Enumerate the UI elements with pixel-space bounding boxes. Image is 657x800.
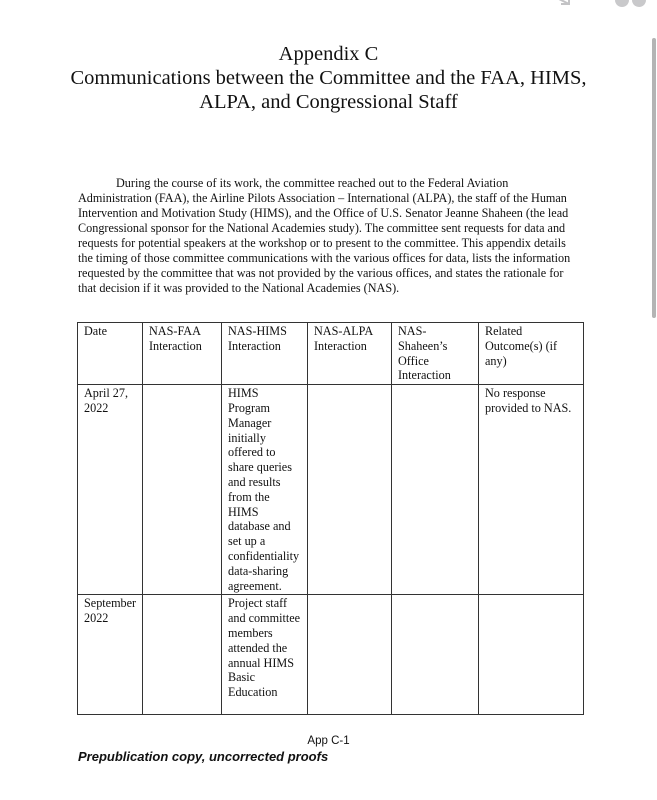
title-line: Communications between the Committee and the FAA, HIMS, — [70, 67, 587, 89]
hims-cell: Project staff and committee members attended the annual HIMS Basic Education — [222, 595, 308, 715]
header-cell: NAS-ALPA Interaction — [308, 323, 392, 385]
footer-note: Prepublication copy, uncorrected proofs — [78, 749, 329, 764]
menu-dot-icon[interactable] — [632, 0, 646, 7]
communications-table — [77, 322, 584, 715]
table-row — [78, 385, 584, 595]
faa-cell — [143, 385, 222, 595]
menu-dot-icon[interactable] — [615, 0, 629, 7]
title-line: ALPA, and Congressional Staff — [199, 91, 458, 113]
alpa-cell — [308, 595, 392, 715]
shaheen-cell — [392, 595, 479, 715]
intro-paragraph: During the course of its work, the committee reached out to the Federal Aviation Administration (FAA), the Airline Pilots Association – International (ALPA), the staff of the Human Intervention and Motivation Study (HIMS), and the Office of U.S. Senator Jeanne Shaheen (the lead Congressional sponsor for the National Academies study). The committee sent requests for data and requests for potential speakers at the workshop or to present to the committee. This appendix details the timing of those committee communications with the various offices for data, lists the information requested by the committee that was not provided by the various offices, and states the rationale for that decision if it was provided to the National Academies (NAS). — [78, 176, 571, 295]
back-arrow-icon[interactable] — [555, 0, 571, 6]
header-cell: NAS-HIMS Interaction — [222, 323, 308, 385]
hims-cell: HIMS Program Manager initially offered to share queries and results from the HIMS database and set up a confidentiality data-sharing agreement. — [222, 385, 308, 595]
page-number: App C-1 — [307, 735, 350, 747]
table-row — [78, 595, 584, 715]
date-cell: September 2022 — [78, 595, 143, 715]
appendix-title — [0, 42, 657, 114]
header-cell: Date — [78, 323, 143, 385]
header-cell: Related Outcome(s) (if any) — [479, 323, 584, 385]
header-cell: NAS-FAA Interaction — [143, 323, 222, 385]
table-header-row — [78, 323, 584, 385]
title-line: Appendix C — [278, 43, 379, 65]
date-cell: April 27, 2022 — [78, 385, 143, 595]
shaheen-cell — [392, 385, 479, 595]
header-cell: NAS-Shaheen’s Office Interaction — [392, 323, 479, 385]
outcome-cell — [479, 595, 584, 715]
alpa-cell — [308, 385, 392, 595]
outcome-cell: No response provided to NAS. — [479, 385, 584, 595]
faa-cell — [143, 595, 222, 715]
